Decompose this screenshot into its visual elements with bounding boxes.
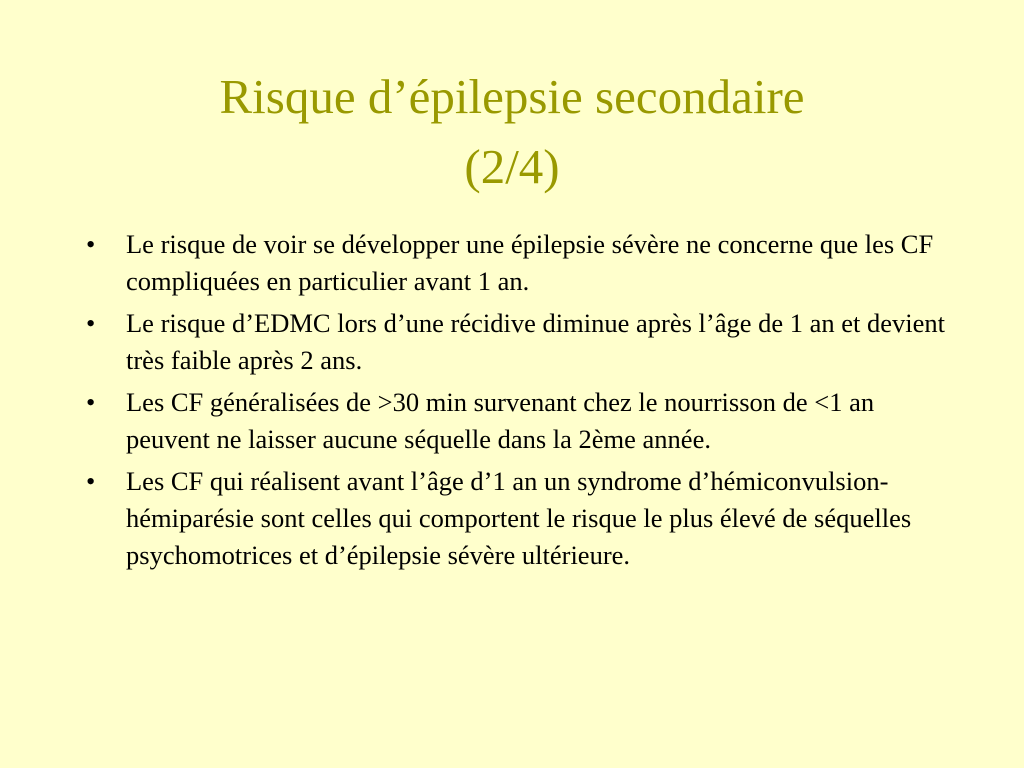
bullet-dot-icon: • xyxy=(86,466,96,496)
slide-title-line-1: Risque d’épilepsie secondaire xyxy=(219,69,805,124)
bullet-item xyxy=(86,226,956,300)
bullet-item xyxy=(86,305,956,379)
bullet-text: Le risque de voir se développer une épilepsie sévère ne concerne que les CF compliquées en particulier avant 1 an. xyxy=(126,229,934,296)
bullet-text: Les CF qui réalisent avant l’âge d’1 an un syndrome d’hémiconvulsion-hémiparésie sont celles qui comportent le risque le plus élevé de séquelles psychomotrices et d’épilepsie sévère ultérieure. xyxy=(126,466,912,570)
bullet-text: Le risque d’EDMC lors d’une récidive diminue après l’âge de 1 an et devient très faible après 2 ans. xyxy=(126,308,946,375)
bullet-dot-icon: • xyxy=(86,387,96,417)
bullet-item xyxy=(86,463,956,574)
bullet-item xyxy=(86,384,956,458)
bullet-text: Les CF généralisées de >30 min survenant chez le nourrisson de <1 an peuvent ne laisser aucune séquelle dans la 2ème année. xyxy=(126,387,875,454)
bullet-dot-icon: • xyxy=(86,308,96,338)
bullet-dot-icon: • xyxy=(86,229,96,259)
bullet-list xyxy=(86,226,956,579)
slide-title-line-2: (2/4) xyxy=(464,139,560,194)
slide-title xyxy=(60,62,964,202)
